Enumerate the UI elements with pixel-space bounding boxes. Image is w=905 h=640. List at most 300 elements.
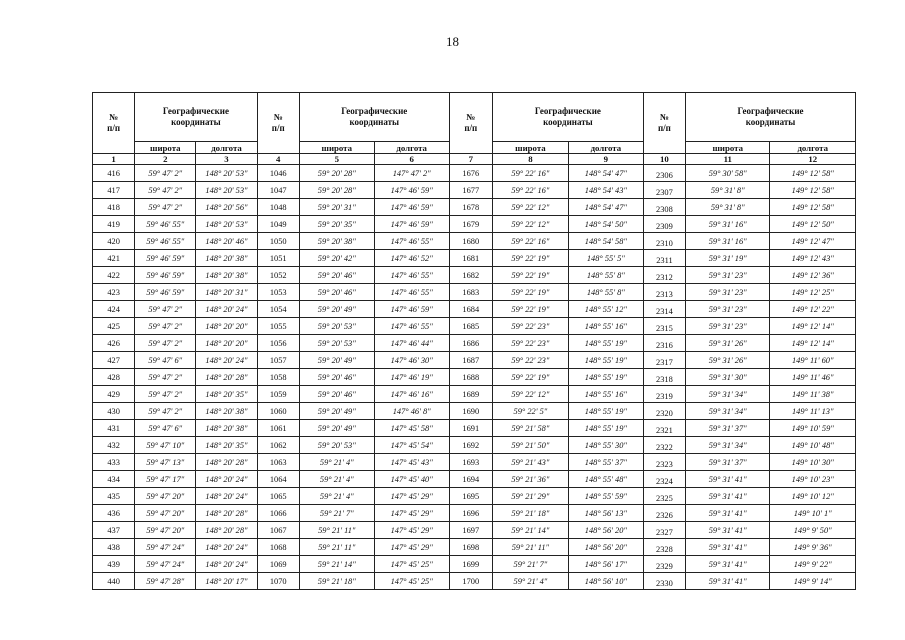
latitude-cell: 59° 21' 18" — [299, 573, 374, 590]
latitude-cell: 59° 20' 49" — [299, 301, 374, 318]
table-row — [93, 454, 856, 471]
latitude-cell: 59° 31' 34" — [686, 386, 770, 403]
table-row — [93, 352, 856, 369]
longitude-cell: 148° 55' 48" — [568, 471, 643, 488]
table-row — [93, 437, 856, 454]
latitude-cell: 59° 47' 24" — [135, 539, 196, 556]
longitude-cell: 149° 12' 14" — [770, 318, 856, 335]
point-number-cell: 1680 — [449, 233, 492, 250]
latitude-cell: 59° 20' 28" — [299, 165, 374, 182]
longitude-cell: 147° 45' 43" — [374, 454, 449, 471]
latitude-cell: 59° 31' 41" — [686, 573, 770, 590]
latitude-cell: 59° 46' 59" — [135, 250, 196, 267]
longitude-cell: 147° 45' 40" — [374, 471, 449, 488]
column-number-7: 7 — [449, 154, 492, 165]
point-number-cell: 435 — [93, 488, 135, 505]
header-geo-4: Географические координаты — [686, 93, 856, 142]
point-number-cell: 1052 — [257, 267, 299, 284]
coordinates-table — [92, 92, 856, 590]
longitude-cell: 148° 20' 24" — [196, 488, 257, 505]
point-number-cell: 427 — [93, 352, 135, 369]
latitude-cell: 59° 22' 23" — [492, 352, 568, 369]
latitude-cell: 59° 21' 58" — [492, 420, 568, 437]
longitude-cell: 149° 9' 50" — [770, 522, 856, 539]
latitude-cell: 59° 20' 46" — [299, 284, 374, 301]
table-row — [93, 284, 856, 301]
latitude-cell: 59° 22' 19" — [492, 267, 568, 284]
latitude-cell: 59° 31' 41" — [686, 505, 770, 522]
point-number-cell: 422 — [93, 267, 135, 284]
longitude-cell: 149° 12' 43" — [770, 250, 856, 267]
longitude-cell: 148° 55' 37" — [568, 454, 643, 471]
longitude-cell: 149° 12' 14" — [770, 335, 856, 352]
latitude-cell: 59° 22' 19" — [492, 369, 568, 386]
table-row — [93, 505, 856, 522]
longitude-cell: 148° 55' 5" — [568, 250, 643, 267]
latitude-cell: 59° 46' 59" — [135, 267, 196, 284]
latitude-cell: 59° 31' 23" — [686, 301, 770, 318]
longitude-cell: 149° 11' 60" — [770, 352, 856, 369]
point-number-cell: 421 — [93, 250, 135, 267]
point-number-cell: 2322 — [643, 437, 685, 454]
longitude-cell: 147° 46' 59" — [374, 182, 449, 199]
latitude-cell: 59° 21' 50" — [492, 437, 568, 454]
longitude-cell: 148° 55' 8" — [568, 267, 643, 284]
point-number-cell: 1061 — [257, 420, 299, 437]
longitude-cell: 149° 10' 23" — [770, 471, 856, 488]
longitude-cell: 147° 45' 29" — [374, 539, 449, 556]
longitude-cell: 147° 46' 55" — [374, 318, 449, 335]
longitude-cell: 148° 20' 24" — [196, 539, 257, 556]
latitude-cell: 59° 20' 49" — [299, 420, 374, 437]
latitude-cell: 59° 31' 23" — [686, 267, 770, 284]
latitude-cell: 59° 31' 23" — [686, 318, 770, 335]
longitude-cell: 148° 20' 24" — [196, 301, 257, 318]
longitude-cell: 148° 20' 20" — [196, 335, 257, 352]
latitude-cell: 59° 31' 26" — [686, 352, 770, 369]
latitude-cell: 59° 31' 26" — [686, 335, 770, 352]
point-number-cell: 1690 — [449, 403, 492, 420]
header-latitude-3: широта — [492, 142, 568, 154]
point-number-cell: 2316 — [643, 335, 685, 352]
longitude-cell: 148° 20' 28" — [196, 522, 257, 539]
point-number-cell: 428 — [93, 369, 135, 386]
point-number-cell: 417 — [93, 182, 135, 199]
longitude-cell: 147° 46' 55" — [374, 233, 449, 250]
longitude-cell: 148° 20' 53" — [196, 216, 257, 233]
header-latitude-1: широта — [135, 142, 196, 154]
longitude-cell: 147° 45' 29" — [374, 505, 449, 522]
longitude-cell: 148° 55' 19" — [568, 352, 643, 369]
point-number-cell: 2319 — [643, 386, 685, 403]
latitude-cell: 59° 46' 59" — [135, 284, 196, 301]
table-row — [93, 556, 856, 573]
latitude-cell: 59° 21' 7" — [492, 556, 568, 573]
column-number-3: 3 — [196, 154, 257, 165]
point-number-cell: 1693 — [449, 454, 492, 471]
longitude-cell: 147° 45' 25" — [374, 573, 449, 590]
point-number-cell: 1062 — [257, 437, 299, 454]
point-number-cell: 1687 — [449, 352, 492, 369]
longitude-cell: 147° 45' 54" — [374, 437, 449, 454]
table-row — [93, 488, 856, 505]
latitude-cell: 59° 47' 2" — [135, 318, 196, 335]
longitude-cell: 149° 12' 58" — [770, 199, 856, 216]
point-number-cell: 2311 — [643, 250, 685, 267]
latitude-cell: 59° 20' 42" — [299, 250, 374, 267]
longitude-cell: 148° 20' 35" — [196, 437, 257, 454]
latitude-cell: 59° 31' 41" — [686, 539, 770, 556]
longitude-cell: 148° 20' 24" — [196, 471, 257, 488]
column-number-12: 12 — [770, 154, 856, 165]
point-number-cell: 2308 — [643, 199, 685, 216]
latitude-cell: 59° 47' 17" — [135, 471, 196, 488]
header-longitude-1: долгота — [196, 142, 257, 154]
point-number-cell: 416 — [93, 165, 135, 182]
longitude-cell: 147° 46' 55" — [374, 267, 449, 284]
header-longitude-4: долгота — [770, 142, 856, 154]
latitude-cell: 59° 31' 41" — [686, 556, 770, 573]
longitude-cell: 149° 10' 59" — [770, 420, 856, 437]
header-geo-2: Географические координаты — [299, 93, 449, 142]
point-number-cell: 1057 — [257, 352, 299, 369]
longitude-cell: 148° 56' 13" — [568, 505, 643, 522]
longitude-cell: 149° 12' 50" — [770, 216, 856, 233]
longitude-cell: 148° 55' 12" — [568, 301, 643, 318]
point-number-cell: 2314 — [643, 301, 685, 318]
latitude-cell: 59° 47' 2" — [135, 199, 196, 216]
column-number-10: 10 — [643, 154, 685, 165]
latitude-cell: 59° 47' 20" — [135, 522, 196, 539]
longitude-cell: 148° 20' 35" — [196, 386, 257, 403]
column-number-9: 9 — [568, 154, 643, 165]
header-num-1: № п/п — [93, 93, 135, 154]
latitude-cell: 59° 20' 38" — [299, 233, 374, 250]
point-number-cell: 1698 — [449, 539, 492, 556]
table-row — [93, 199, 856, 216]
longitude-cell: 147° 45' 25" — [374, 556, 449, 573]
column-number-row — [93, 154, 856, 165]
longitude-cell: 147° 46' 55" — [374, 284, 449, 301]
latitude-cell: 59° 21' 4" — [299, 471, 374, 488]
column-number-11: 11 — [686, 154, 770, 165]
latitude-cell: 59° 20' 31" — [299, 199, 374, 216]
longitude-cell: 147° 46' 8" — [374, 403, 449, 420]
point-number-cell: 1681 — [449, 250, 492, 267]
latitude-cell: 59° 20' 53" — [299, 318, 374, 335]
longitude-cell: 148° 55' 19" — [568, 335, 643, 352]
longitude-cell: 149° 11' 38" — [770, 386, 856, 403]
point-number-cell: 432 — [93, 437, 135, 454]
point-number-cell: 1046 — [257, 165, 299, 182]
latitude-cell: 59° 47' 2" — [135, 301, 196, 318]
latitude-cell: 59° 31' 41" — [686, 471, 770, 488]
longitude-cell: 148° 56' 10" — [568, 573, 643, 590]
longitude-cell: 149° 10' 12" — [770, 488, 856, 505]
point-number-cell: 420 — [93, 233, 135, 250]
point-number-cell: 1677 — [449, 182, 492, 199]
point-number-cell: 1699 — [449, 556, 492, 573]
latitude-cell: 59° 22' 16" — [492, 233, 568, 250]
longitude-cell: 147° 46' 44" — [374, 335, 449, 352]
point-number-cell: 424 — [93, 301, 135, 318]
table-row — [93, 420, 856, 437]
longitude-cell: 147° 45' 29" — [374, 488, 449, 505]
latitude-cell: 59° 31' 23" — [686, 284, 770, 301]
latitude-cell: 59° 47' 2" — [135, 386, 196, 403]
point-number-cell: 1688 — [449, 369, 492, 386]
point-number-cell: 1066 — [257, 505, 299, 522]
point-number-cell: 1685 — [449, 318, 492, 335]
latitude-cell: 59° 21' 14" — [299, 556, 374, 573]
point-number-cell: 433 — [93, 454, 135, 471]
latitude-cell: 59° 22' 19" — [492, 301, 568, 318]
column-number-6: 6 — [374, 154, 449, 165]
table-row — [93, 165, 856, 182]
longitude-cell: 148° 55' 30" — [568, 437, 643, 454]
latitude-cell: 59° 31' 16" — [686, 216, 770, 233]
point-number-cell: 1682 — [449, 267, 492, 284]
longitude-cell: 148° 20' 28" — [196, 369, 257, 386]
table-row — [93, 250, 856, 267]
latitude-cell: 59° 46' 55" — [135, 233, 196, 250]
longitude-cell: 148° 20' 56" — [196, 199, 257, 216]
longitude-cell: 148° 55' 59" — [568, 488, 643, 505]
latitude-cell: 59° 20' 49" — [299, 403, 374, 420]
point-number-cell: 1063 — [257, 454, 299, 471]
latitude-cell: 59° 22' 12" — [492, 386, 568, 403]
longitude-cell: 147° 46' 16" — [374, 386, 449, 403]
latitude-cell: 59° 22' 23" — [492, 318, 568, 335]
latitude-cell: 59° 20' 53" — [299, 335, 374, 352]
table-row — [93, 386, 856, 403]
point-number-cell: 1692 — [449, 437, 492, 454]
latitude-cell: 59° 30' 58" — [686, 165, 770, 182]
point-number-cell: 1060 — [257, 403, 299, 420]
longitude-cell: 148° 55' 16" — [568, 386, 643, 403]
table-row — [93, 301, 856, 318]
longitude-cell: 147° 46' 59" — [374, 199, 449, 216]
longitude-cell: 148° 20' 46" — [196, 233, 257, 250]
latitude-cell: 59° 47' 2" — [135, 335, 196, 352]
longitude-cell: 148° 56' 17" — [568, 556, 643, 573]
latitude-cell: 59° 31' 19" — [686, 250, 770, 267]
latitude-cell: 59° 21' 4" — [299, 454, 374, 471]
longitude-cell: 148° 20' 28" — [196, 505, 257, 522]
latitude-cell: 59° 21' 11" — [492, 539, 568, 556]
latitude-cell: 59° 21' 4" — [492, 573, 568, 590]
latitude-cell: 59° 20' 46" — [299, 267, 374, 284]
latitude-cell: 59° 21' 4" — [299, 488, 374, 505]
latitude-cell: 59° 21' 11" — [299, 522, 374, 539]
longitude-cell: 149° 10' 1" — [770, 505, 856, 522]
point-number-cell: 1054 — [257, 301, 299, 318]
latitude-cell: 59° 20' 46" — [299, 369, 374, 386]
table-row — [93, 539, 856, 556]
latitude-cell: 59° 31' 16" — [686, 233, 770, 250]
table-row — [93, 182, 856, 199]
point-number-cell: 1059 — [257, 386, 299, 403]
longitude-cell: 148° 20' 53" — [196, 182, 257, 199]
table-row — [93, 471, 856, 488]
point-number-cell: 1056 — [257, 335, 299, 352]
latitude-cell: 59° 21' 29" — [492, 488, 568, 505]
point-number-cell: 1058 — [257, 369, 299, 386]
latitude-cell: 59° 22' 19" — [492, 250, 568, 267]
longitude-cell: 149° 12' 36" — [770, 267, 856, 284]
point-number-cell: 436 — [93, 505, 135, 522]
table-row — [93, 522, 856, 539]
point-number-cell: 1051 — [257, 250, 299, 267]
point-number-cell: 1068 — [257, 539, 299, 556]
latitude-cell: 59° 20' 28" — [299, 182, 374, 199]
longitude-cell: 148° 54' 47" — [568, 199, 643, 216]
longitude-cell: 148° 20' 17" — [196, 573, 257, 590]
latitude-cell: 59° 47' 10" — [135, 437, 196, 454]
longitude-cell: 148° 20' 24" — [196, 352, 257, 369]
latitude-cell: 59° 47' 24" — [135, 556, 196, 573]
point-number-cell: 2330 — [643, 573, 685, 590]
column-number-5: 5 — [299, 154, 374, 165]
longitude-cell: 149° 12' 25" — [770, 284, 856, 301]
point-number-cell: 1048 — [257, 199, 299, 216]
latitude-cell: 59° 31' 34" — [686, 437, 770, 454]
point-number-cell: 2309 — [643, 216, 685, 233]
table-row — [93, 267, 856, 284]
table-row — [93, 216, 856, 233]
point-number-cell: 1684 — [449, 301, 492, 318]
point-number-cell: 2325 — [643, 488, 685, 505]
longitude-cell: 149° 12' 58" — [770, 165, 856, 182]
point-number-cell: 1686 — [449, 335, 492, 352]
longitude-cell: 149° 9' 14" — [770, 573, 856, 590]
latitude-cell: 59° 47' 2" — [135, 165, 196, 182]
longitude-cell: 147° 46' 59" — [374, 301, 449, 318]
longitude-cell: 149° 12' 22" — [770, 301, 856, 318]
point-number-cell: 1683 — [449, 284, 492, 301]
point-number-cell: 431 — [93, 420, 135, 437]
longitude-cell: 147° 46' 52" — [374, 250, 449, 267]
latitude-cell: 59° 47' 6" — [135, 420, 196, 437]
point-number-cell: 2327 — [643, 522, 685, 539]
column-number-1: 1 — [93, 154, 135, 165]
longitude-cell: 149° 11' 13" — [770, 403, 856, 420]
longitude-cell: 148° 55' 16" — [568, 318, 643, 335]
point-number-cell: 1070 — [257, 573, 299, 590]
latitude-cell: 59° 47' 20" — [135, 505, 196, 522]
latitude-cell: 59° 20' 53" — [299, 437, 374, 454]
latitude-cell: 59° 20' 35" — [299, 216, 374, 233]
point-number-cell: 1691 — [449, 420, 492, 437]
latitude-cell: 59° 47' 6" — [135, 352, 196, 369]
point-number-cell: 438 — [93, 539, 135, 556]
longitude-cell: 148° 20' 31" — [196, 284, 257, 301]
point-number-cell: 1676 — [449, 165, 492, 182]
longitude-cell: 148° 20' 28" — [196, 454, 257, 471]
latitude-cell: 59° 31' 41" — [686, 522, 770, 539]
table-row — [93, 369, 856, 386]
latitude-cell: 59° 21' 14" — [492, 522, 568, 539]
point-number-cell: 429 — [93, 386, 135, 403]
latitude-cell: 59° 22' 16" — [492, 165, 568, 182]
header-num-3: № п/п — [449, 93, 492, 154]
table-row — [93, 403, 856, 420]
latitude-cell: 59° 22' 19" — [492, 284, 568, 301]
latitude-cell: 59° 47' 28" — [135, 573, 196, 590]
latitude-cell: 59° 22' 12" — [492, 216, 568, 233]
point-number-cell: 2321 — [643, 420, 685, 437]
table-row — [93, 318, 856, 335]
latitude-cell: 59° 47' 2" — [135, 369, 196, 386]
longitude-cell: 148° 20' 38" — [196, 403, 257, 420]
longitude-cell: 148° 20' 53" — [196, 165, 257, 182]
longitude-cell: 148° 56' 20" — [568, 539, 643, 556]
longitude-cell: 149° 10' 30" — [770, 454, 856, 471]
header-longitude-3: долгота — [568, 142, 643, 154]
longitude-cell: 148° 20' 38" — [196, 250, 257, 267]
point-number-cell: 426 — [93, 335, 135, 352]
header-num-4: № п/п — [643, 93, 685, 154]
latitude-cell: 59° 21' 43" — [492, 454, 568, 471]
table-row — [93, 573, 856, 590]
longitude-cell: 148° 54' 43" — [568, 182, 643, 199]
point-number-cell: 1678 — [449, 199, 492, 216]
longitude-cell: 148° 20' 38" — [196, 267, 257, 284]
latitude-cell: 59° 46' 55" — [135, 216, 196, 233]
latitude-cell: 59° 22' 16" — [492, 182, 568, 199]
latitude-cell: 59° 31' 37" — [686, 454, 770, 471]
header-geo-3: Географические координаты — [492, 93, 643, 142]
latitude-cell: 59° 47' 2" — [135, 182, 196, 199]
point-number-cell: 1065 — [257, 488, 299, 505]
longitude-cell: 148° 55' 19" — [568, 420, 643, 437]
point-number-cell: 2324 — [643, 471, 685, 488]
longitude-cell: 148° 20' 20" — [196, 318, 257, 335]
point-number-cell: 1697 — [449, 522, 492, 539]
point-number-cell: 2306 — [643, 165, 685, 182]
longitude-cell: 149° 11' 46" — [770, 369, 856, 386]
point-number-cell: 2328 — [643, 539, 685, 556]
point-number-cell: 1049 — [257, 216, 299, 233]
latitude-cell: 59° 31' 37" — [686, 420, 770, 437]
table-body — [93, 165, 856, 590]
point-number-cell: 2326 — [643, 505, 685, 522]
longitude-cell: 147° 46' 30" — [374, 352, 449, 369]
point-number-cell: 2307 — [643, 182, 685, 199]
longitude-cell: 148° 56' 20" — [568, 522, 643, 539]
latitude-cell: 59° 22' 12" — [492, 199, 568, 216]
point-number-cell: 434 — [93, 471, 135, 488]
longitude-cell: 148° 54' 58" — [568, 233, 643, 250]
header-latitude-2: широта — [299, 142, 374, 154]
point-number-cell: 1689 — [449, 386, 492, 403]
latitude-cell: 59° 47' 20" — [135, 488, 196, 505]
column-number-2: 2 — [135, 154, 196, 165]
point-number-cell: 1047 — [257, 182, 299, 199]
latitude-cell: 59° 21' 36" — [492, 471, 568, 488]
latitude-cell: 59° 31' 41" — [686, 488, 770, 505]
latitude-cell: 59° 31' 8" — [686, 199, 770, 216]
column-number-4: 4 — [257, 154, 299, 165]
latitude-cell: 59° 20' 49" — [299, 352, 374, 369]
longitude-cell: 149° 9' 36" — [770, 539, 856, 556]
latitude-cell: 59° 21' 7" — [299, 505, 374, 522]
longitude-cell: 147° 45' 58" — [374, 420, 449, 437]
point-number-cell: 1696 — [449, 505, 492, 522]
header-latitude-4: широта — [686, 142, 770, 154]
longitude-cell: 149° 10' 48" — [770, 437, 856, 454]
table-row — [93, 233, 856, 250]
